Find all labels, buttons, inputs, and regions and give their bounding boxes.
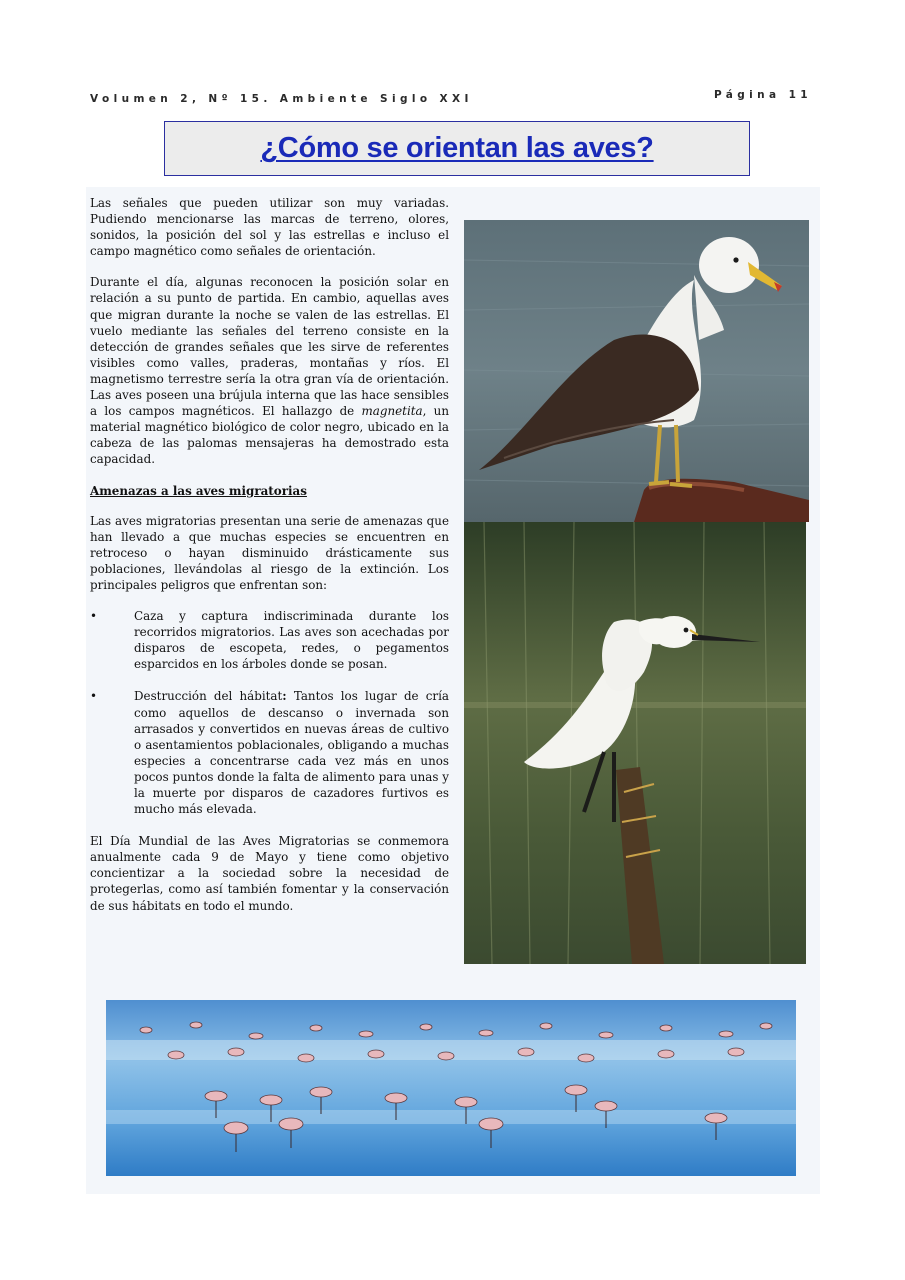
list-item [90, 688, 449, 817]
paragraph-world-day: El Día Mundial de las Aves Migratorias se conmemora anualmente cada 9 de Mayo y tiene como objetivo concientizar a la sociedad sobre la necesidad de protegerlas, como así también fomentar y la conservación de sus hábitats en todo el mundo. [90, 834, 449, 913]
threats-heading: Amenazas a las aves migratorias [90, 483, 307, 498]
bullet-hunting-text: Caza y captura indiscriminada durante los recorridos migratorios. Las aves son acechadas por disparos de escopeta, redes, o pegamentos esparcidos en los árboles donde se posan. [134, 609, 449, 672]
paragraph-threats: Las aves migratorias presentan una serie de amenazas que han llevado a que muchas especies se encuentren en retroceso o hayan disminuido drásticamente sus poblaciones, llevándolas al riesgo de la extinción. Los principales peligros que enfrentan son: [90, 513, 449, 592]
bullet-icon: • [90, 689, 98, 704]
paragraph-orientation-text-2: , un material magnético biológico de color negro, ubicado en la cabeza de las palomas mensajeras ha demostrado esta capacidad. [90, 404, 449, 467]
list-item [90, 608, 449, 672]
issue-label: Volumen 2, Nº 15. Ambiente Siglo XXI [90, 93, 473, 105]
bullet-habitat-colon: : [282, 689, 287, 704]
article-title: ¿Cómo se orientan las aves? [260, 132, 654, 164]
gull-photo [464, 220, 809, 522]
threats-list [90, 608, 449, 817]
flamingos-photo [106, 1000, 796, 1176]
egret-photo [464, 522, 806, 964]
paragraph-signals: Las señales que pueden utilizar son muy variadas. Pudiendo mencionarse las marcas de terreno, olores, sonidos, la posición del sol y las estrellas e incluso el campo magnético como señales de orientación. [90, 196, 449, 259]
bullet-habitat-text: Tantos los lugar de cría como aquellos de descanso o invernada son arrasados y convertidos en nuevas áreas de cultivo o asentamientos poblacionales, obligando a muchas especies a concentrarse cada vez más en unos pocos puntos donde la falta de alimento para unas y la muerte por disparos de cazadores furtivos es mucho más elevada. [134, 689, 449, 817]
article-body [90, 195, 449, 929]
bullet-icon: • [90, 609, 98, 624]
page-number: Página 11 [713, 89, 812, 101]
magnetita-term: magnetita [361, 404, 423, 419]
running-header [90, 89, 812, 113]
bullet-habitat-lead: Destrucción del hábitat [134, 689, 283, 704]
title-box [164, 121, 750, 176]
paragraph-orientation-text-1: Durante el día, algunas reconocen la posición solar en relación a su punto de partida. En cambio, aquellas aves que migran durante la noche se valen de las estrellas. El vuelo mediante las señales del terreno consiste en la detección de grandes señales que les sirve de referentes visibles como valles, praderas, montañas y ríos. El magnetismo terrestre sería la otra gran vía de orientación. Las aves poseen una brújula interna que las hace sensibles a los campos magnéticos. El hallazgo de [90, 275, 449, 419]
paragraph-orientation [90, 274, 449, 467]
